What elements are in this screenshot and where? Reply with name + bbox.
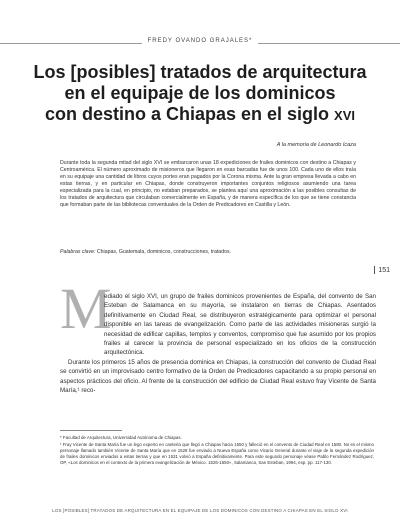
page-number <box>374 266 390 274</box>
footnotes <box>60 435 374 467</box>
drop-cap: M <box>60 276 112 341</box>
body-text <box>60 292 376 395</box>
footnote-rule <box>60 430 122 431</box>
dedication: A la memoria de Leonardo Icaza <box>276 142 356 148</box>
title-line-3 <box>22 104 378 126</box>
body-paragraph-1: ediado el siglo XVI, un grupo de frailes dominicos provenientes de España, del convento de San Esteban de Salamanca en su mayoría, se instalaron en tierras de Chiapas. Asentados definitivamente en Ciudad Real, se distribuyeron estratégicamente para optimizar el personal disponible en las tareas de evangelización. Como parte de las actividades misioneras surgió la necesidad de edificar capillas, templos y conventos, compromiso que fue asumido por los propios frailes al carecer la provincia de personal especializado en los oficios de la construcción arquitectónica. <box>104 293 376 357</box>
running-footer: LOS [POSIBLES] TRATADOS DE ARQUITECTURA EN EL EQUIPAJE DE LOS DOMINICOS CON DESTINO A CHIAPAS EN EL SIGLO XVI <box>52 508 348 513</box>
title-line-3-text: con destino a Chiapas en el siglo <box>44 104 330 124</box>
body-paragraph-2: Durante los primeros 15 años de presencia dominica en Chiapas, la construcción del convento de Ciudad Real se convirtió en un improvisado centro formativo de la Orden de Predicadores capacitando a su propio personal en aspectos prácticos del oficio. Al frente de la construcción del edificio de Ciudad Real estuvo fray Vicente de Santa María,¹ reco- <box>60 358 376 395</box>
abstract-text: Durante toda la segunda mitad del siglo XVI se embarcaron unas 18 expediciones de frailes dominicos con destino a Chiapas y Centroamérica. El número aproximado de misioneros que llegaron en esas barcadas fue de unos 100. Cada uno de ellos traía en su equipaje una cantidad de libros cuyos portes eran pagados por la Corona misma. Ante la gran empresa llevada a cabo en estas tierras, y en particular en Chiapas, donde construyeron importantes conjuntos religiosos asumiendo una tarea especializada para la cual, en principio, no estaban preparados, se plantea aquí una aproximación a las posibles consultas de los tratados de arquitectura que circulaban comercialmente en España, y de manera específica de los que se tiene constancia que formaban parte de las bibliotecas conventuales de la Orden de Predicadores en Castilla y León. <box>60 160 356 208</box>
keywords <box>60 249 356 256</box>
keywords-list: Chiapas, Guatemala, dominicos, construcciones, tratados. <box>96 249 231 255</box>
title-century: XVI <box>334 108 356 123</box>
article-title <box>22 62 378 126</box>
title-line-2: en el equipaje de los dominicos <box>64 83 336 103</box>
title-line-1: Los [posibles] tratados de arquitectura <box>33 62 367 82</box>
author-line <box>0 38 400 44</box>
folio-bar <box>374 266 375 274</box>
keywords-label: Palabras clave: <box>60 249 96 255</box>
footnote-affiliation: * Facultad de Arquitectura, Universidad Autónoma de Chiapas. <box>60 435 182 440</box>
abstract <box>60 160 356 209</box>
footnote-1: ¹ Fray Vicente de Santa María fue un lego experto en canteria que llegó a Chiapas hacia 1550 y falleció en el convento de Ciudad Real en 1580. No es el mismo personaje llamado también Vicente de Santa María que en 1528 fue enviado a Nueva España como Vicario General durante el viaje de la segunda expedición de frailes dominicos enviados a estas tierras y que en 1531 volvió a España definitivamente. Para este segundo personaje véase Pablo Fernández Rodríguez, OP, «Los dominicos en el contexto de la primera evangelización de México. 1526-1550», Salamanca, San Esteban, 1994, esp. pp. 117-130. <box>60 442 374 465</box>
author-name: FREDY OVANDO GRAJALES* <box>142 38 259 44</box>
page-number-value: 151 <box>378 266 390 274</box>
